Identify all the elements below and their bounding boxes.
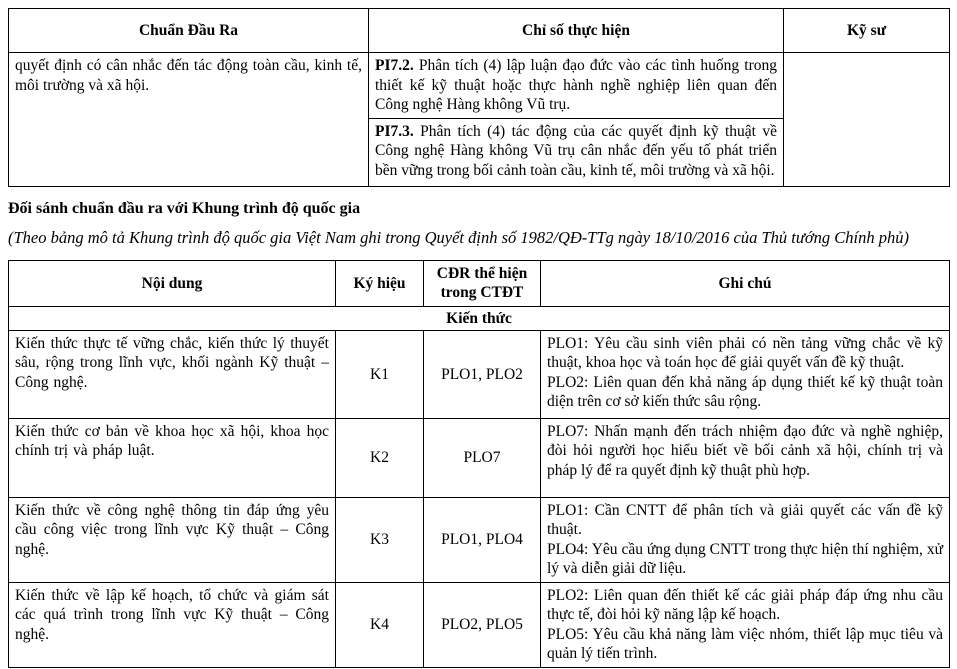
table-row-k2 — [9, 418, 950, 497]
note-line: PLO4: Yêu cầu ứng dụng CNTT trong thực hiện thí nghiệm, xử lý và diễn giải dữ liệu. — [547, 540, 943, 578]
note-line: PLO7: Nhấn mạnh đến trách nhiệm đạo đức và nghề nghiệp, đòi hỏi người học hiểu biết về bối cảnh xã hội, chính trị và pháp lý để ra quyết định kỹ thuật phù hợp. — [547, 422, 943, 479]
content-cell: Kiến thức về công nghệ thông tin đáp ứng yêu cầu công việc trong lĩnh vực Kỹ thuật – Công nghệ. — [9, 497, 336, 582]
cdr-cell: PLO7 — [424, 418, 541, 497]
column-header-noi-dung: Nội dung — [9, 260, 336, 306]
symbol-cell: K2 — [336, 418, 424, 497]
outcomes-indicators-table — [8, 8, 950, 187]
table2-header-row — [9, 260, 950, 306]
kien-thuc-label: Kiến thức — [9, 306, 950, 330]
notes-cell — [541, 497, 950, 582]
outcome-text-cell: quyết định có cân nhắc đến tác động toàn cầu, kinh tế, môi trường và xã hội. — [9, 53, 369, 187]
note-line: PLO1: Yêu cầu sinh viên phải có nền tảng vững chắc về kỹ thuật, khoa học và toán học để giải quyết vấn đề kỹ thuật. — [547, 334, 943, 372]
notes-cell — [541, 582, 950, 667]
content-cell: Kiến thức cơ bản về khoa học xã hội, khoa học chính trị và pháp luật. — [9, 418, 336, 497]
framework-comparison-table — [8, 260, 950, 668]
notes-cell — [541, 330, 950, 418]
table-row-k1 — [9, 330, 950, 418]
symbol-cell: K1 — [336, 330, 424, 418]
pi73-text: Phân tích (4) tác động của các quyết định kỹ thuật về Công nghệ Hàng không Vũ trụ cân nhắc đến yếu tố phát triển bền vững trong bối cảnh toàn cầu, kinh tế, môi trường và xã hội. — [375, 122, 777, 179]
note-line: PLO5: Yêu cầu khả năng làm việc nhóm, thiết lập mục tiêu và quản lý tiến trình. — [547, 625, 943, 663]
notes-cell — [541, 418, 950, 497]
pi72-label: PI7.2. — [375, 57, 414, 74]
indicator-pi72-cell — [369, 53, 784, 119]
column-header-ky-su: Kỹ sư — [784, 9, 950, 53]
content-cell: Kiến thức thực tế vững chắc, kiến thức lý thuyết sâu, rộng trong lĩnh vực, khối ngành Kỹ thuật – Công nghệ. — [9, 330, 336, 418]
note-line: PLO2: Liên quan đến khả năng áp dụng thiết kế kỹ thuật toàn diện trên cơ sở kiến thức sâu rộng. — [547, 373, 943, 411]
section-note: (Theo bảng mô tả Khung trình độ quốc gia Việt Nam ghi trong Quyết định số 1982/QĐ-TTg ngày 18/10/2016 của Thủ tướng Chính phủ) — [8, 227, 909, 247]
note-line: PLO2: Liên quan đến thiết kế các giải pháp đáp ứng nhu cầu thực tế, đòi hỏi kỹ năng lập kế hoạch. — [547, 586, 943, 624]
column-header-chi-so-thuc-hien: Chỉ số thực hiện — [369, 9, 784, 53]
symbol-cell: K3 — [336, 497, 424, 582]
indicator-pi73-cell — [369, 118, 784, 186]
table-row-k3 — [9, 497, 950, 582]
symbol-cell: K4 — [336, 582, 424, 667]
column-header-ghi-chu: Ghi chú — [541, 260, 950, 306]
content-cell: Kiến thức về lập kế hoạch, tổ chức và giám sát các quá trình trong lĩnh vực Kỹ thuật – Công nghệ. — [9, 582, 336, 667]
note-line: PLO1: Cần CNTT để phân tích và giải quyết các vấn đề kỹ thuật. — [547, 501, 943, 539]
cdr-cell: PLO1, PLO4 — [424, 497, 541, 582]
cdr-cell: PLO1, PLO2 — [424, 330, 541, 418]
table-row-k4 — [9, 582, 950, 667]
cdr-cell: PLO2, PLO5 — [424, 582, 541, 667]
section-row-kien-thuc — [9, 306, 950, 330]
table1-header-row — [9, 9, 950, 53]
engineer-empty-cell — [784, 53, 950, 187]
pi73-label: PI7.3. — [375, 122, 414, 140]
section-heading: Đối sánh chuẩn đầu ra với Khung trình độ quốc gia — [8, 199, 361, 217]
pi72-text: Phân tích (4) lập luận đạo đức vào các tình huống trong thiết kế kỹ thuật hoặc thực hành nghề nghiệp liên quan đến Công nghệ Hàng không Vũ trụ. — [375, 57, 777, 114]
column-header-chuan-dau-ra: Chuẩn Đầu Ra — [9, 9, 369, 53]
column-header-cdr: CĐR thể hiện trong CTĐT — [424, 260, 541, 306]
column-header-ky-hieu: Ký hiệu — [336, 260, 424, 306]
table-row — [9, 53, 950, 119]
